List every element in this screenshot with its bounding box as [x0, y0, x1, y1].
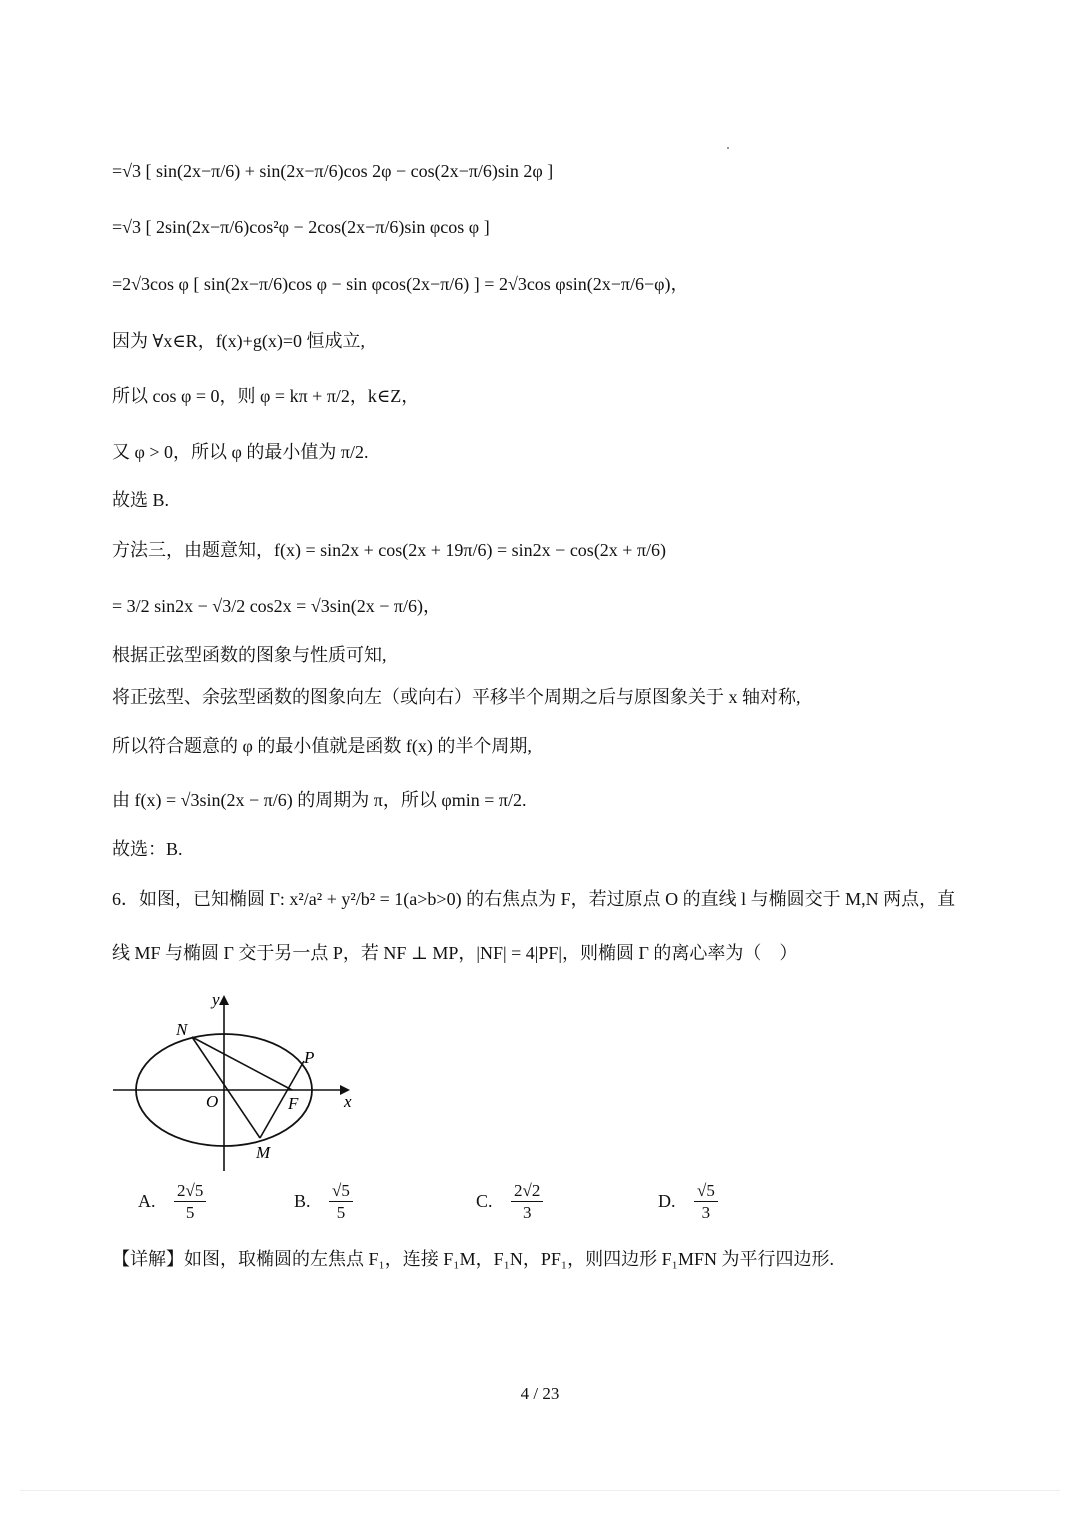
- choice-c[interactable]: [476, 1180, 543, 1224]
- label-O: O: [206, 1092, 219, 1111]
- label-F: F: [288, 1094, 299, 1113]
- label-x: x: [344, 1092, 352, 1111]
- choice-a-denominator: 5: [185, 1203, 195, 1223]
- solution-detail: 【详解】如图，取椭圆的左焦点 F₁，连接 F₁M，F₁N，PF₁，则四边形 F₁MFN 为平行四边形.: [112, 1249, 834, 1269]
- problem-6-line-1: 6．如图，已知椭圆 Γ: x²/a² + y²/b² = 1(a>b>0) 的右焦点为 F，若过原点 O 的直线 l 与椭圆交于 M,N 两点，直: [112, 889, 956, 909]
- equation-line-1: =√3 [ sin(2x−π/6) + sin(2x−π/6)cos 2φ − cos(2x−π/6)sin 2φ ]: [112, 161, 554, 181]
- label-y: y: [212, 990, 220, 1009]
- text-line-11: 将正弦型、余弦型函数的图象向左（或向右）平移半个周期之后与原图象关于 x 轴对称,: [112, 687, 801, 707]
- text-line-5: 所以 cos φ = 0，则 φ = kπ + π/2，k∈Z，: [112, 386, 420, 406]
- choice-d-fraction: [694, 1180, 718, 1224]
- choice-a[interactable]: [138, 1180, 206, 1224]
- y-axis-arrow-icon: [219, 995, 229, 1005]
- equation-line-2: =√3 [ 2sin(2x−π/6)cos²φ − 2cos(2x−π/6)sin φcos φ ]: [112, 217, 490, 237]
- choice-d-denominator: 3: [701, 1203, 711, 1223]
- choice-a-fraction: [174, 1180, 206, 1224]
- page-number: 4 / 23: [520, 1384, 560, 1403]
- text-line-8: 方法三，由题意知，f(x) = sin2x + cos(2x + 19π/6) = sin2x − cos(2x + π/6): [112, 540, 667, 560]
- choice-a-numerator: 2√5: [174, 1180, 206, 1202]
- choice-b-label: B.: [294, 1191, 311, 1212]
- text-line-9: = 3/2 sin2x − √3/2 cos2x = √3sin(2x − π/6)，: [112, 596, 441, 616]
- choice-c-fraction: [511, 1180, 543, 1224]
- choice-b-fraction: [329, 1180, 353, 1224]
- problem-6-line-2: 线 MF 与椭圆 Γ 交于另一点 P，若 NF ⊥ MP，|NF| = 4|PF|，则椭圆 Γ 的离心率为（ ）: [112, 943, 798, 963]
- choice-c-denominator: 3: [522, 1203, 532, 1223]
- ellipse-figure: [108, 985, 368, 1175]
- bottom-divider: [20, 1490, 1060, 1491]
- choice-d-label: D.: [658, 1191, 676, 1212]
- choice-c-numerator: 2√2: [511, 1180, 543, 1202]
- equation-line-3: =2√3cos φ [ sin(2x−π/6)cos φ − sin φcos(2x−π/6) ] = 2√3cos φsin(2x−π/6−φ)，: [112, 274, 689, 294]
- choice-d[interactable]: [658, 1180, 718, 1224]
- text-line-13: 由 f(x) = √3sin(2x − π/6) 的周期为 π，所以 φmin = π/2.: [112, 790, 527, 810]
- text-line-14: 故选：B.: [112, 839, 183, 859]
- scan-speck: [727, 147, 729, 149]
- choice-a-label: A.: [138, 1191, 156, 1212]
- choice-d-numerator: √5: [694, 1180, 718, 1202]
- choice-c-label: C.: [476, 1191, 493, 1212]
- choice-b[interactable]: [294, 1180, 353, 1224]
- text-line-6: 又 φ > 0，所以 φ 的最小值为 π/2.: [112, 442, 369, 462]
- choice-b-numerator: √5: [329, 1180, 353, 1202]
- text-line-7: 故选 B.: [112, 490, 170, 510]
- label-P: P: [304, 1048, 315, 1067]
- choice-b-denominator: 5: [336, 1203, 346, 1223]
- label-M: M: [256, 1143, 271, 1162]
- text-line-4: 因为 ∀x∈R，f(x)+g(x)=0 恒成立,: [112, 331, 365, 351]
- label-N: N: [176, 1020, 188, 1039]
- text-line-12: 所以符合题意的 φ 的最小值就是函数 f(x) 的半个周期,: [112, 736, 532, 756]
- text-line-10: 根据正弦型函数的图象与性质可知,: [112, 645, 387, 665]
- segment-NM: [192, 1037, 260, 1138]
